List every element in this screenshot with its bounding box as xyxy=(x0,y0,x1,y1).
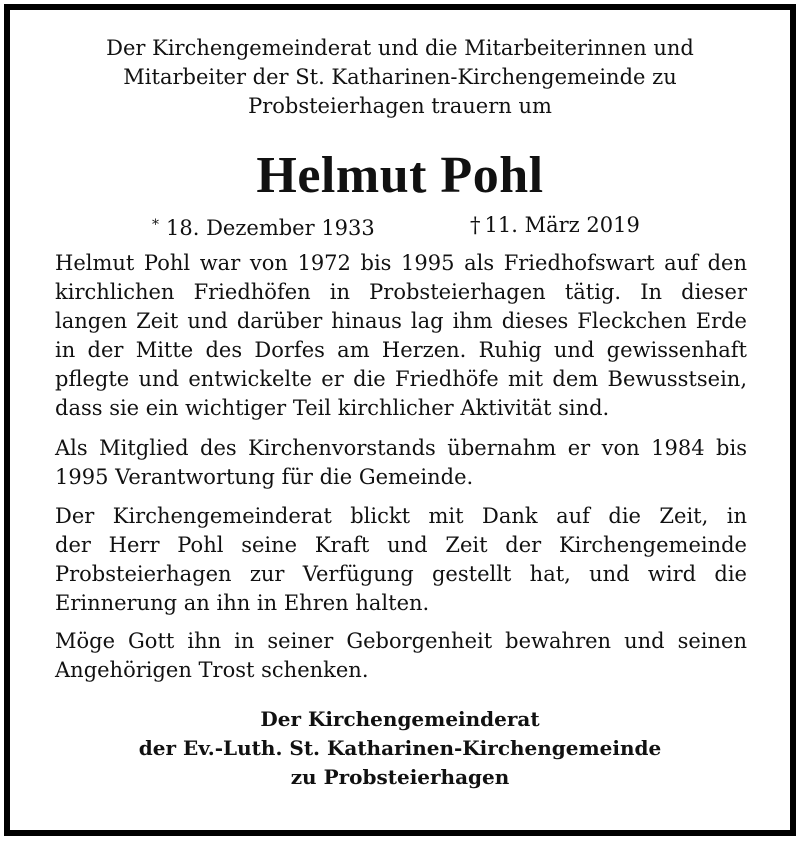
text-line: langen Zeit und darüber hinaus lag ihm dieses Fleckchen Erde xyxy=(55,309,747,333)
text-line: pflegte und entwickelte er die Friedhöfe mit dem Bewusstsein, xyxy=(55,367,747,391)
intro-text xyxy=(0,34,800,121)
signature-line: Der Kirchengemeinderat xyxy=(260,707,540,731)
text-line: der Herr Pohl seine Kraft und Zeit der Kirchengemeinde xyxy=(55,533,747,557)
text-line: Als Mitglied des Kirchenvorstands übernahm er von 1984 bis xyxy=(55,436,747,460)
intro-line: Probsteierhagen trauern um xyxy=(248,94,552,118)
birth-star-icon: * xyxy=(152,217,159,233)
birth-date-text: 18. Dezember 1933 xyxy=(166,216,375,240)
text-line: in der Mitte des Dorfes am Herzen. Ruhig und gewissenhaft xyxy=(55,338,747,362)
signature-block xyxy=(0,705,800,792)
signature-line: zu Probsteierhagen xyxy=(290,765,510,789)
birth-date xyxy=(152,211,375,243)
text-line: dass sie ein wichtiger Teil kirchlicher Aktivität sind. xyxy=(55,396,610,420)
text-line: kirchlichen Friedhöfen in Probsteierhagen tätig. In dieser xyxy=(55,280,747,304)
text-line: Helmut Pohl war von 1972 bis 1995 als Friedhofswart auf den xyxy=(55,251,747,275)
paragraph-career xyxy=(55,249,747,423)
deceased-name: Helmut Pohl xyxy=(256,147,544,204)
text-line: Angehörigen Trost schenken. xyxy=(55,658,369,682)
death-date-text: 11. März 2019 xyxy=(484,213,640,237)
intro-line: Der Kirchengemeinderat und die Mitarbeiterinnen und xyxy=(106,36,694,60)
text-line: Erinnerung an ihn in Ehren halten. xyxy=(55,591,430,615)
text-line: Der Kirchengemeinderat blickt mit Dank auf die Zeit, in xyxy=(55,504,747,528)
signature-line: der Ev.-Luth. St. Katharinen-Kirchengemeinde xyxy=(138,736,662,760)
paragraph-blessing xyxy=(55,627,747,685)
text-line: Probsteierhagen zur Verfügung gestellt hat, und wird die xyxy=(55,562,747,586)
paragraph-church-board xyxy=(55,434,747,492)
death-date xyxy=(470,211,640,240)
intro-line: Mitarbeiter der St. Katharinen-Kirchengemeinde zu xyxy=(123,65,677,89)
death-cross-icon: † xyxy=(470,213,481,237)
text-line: 1995 Verantwortung für die Gemeinde. xyxy=(55,465,474,489)
text-line: Möge Gott ihn in seiner Geborgenheit bewahren und seinen xyxy=(55,629,747,653)
paragraph-gratitude xyxy=(55,502,747,618)
